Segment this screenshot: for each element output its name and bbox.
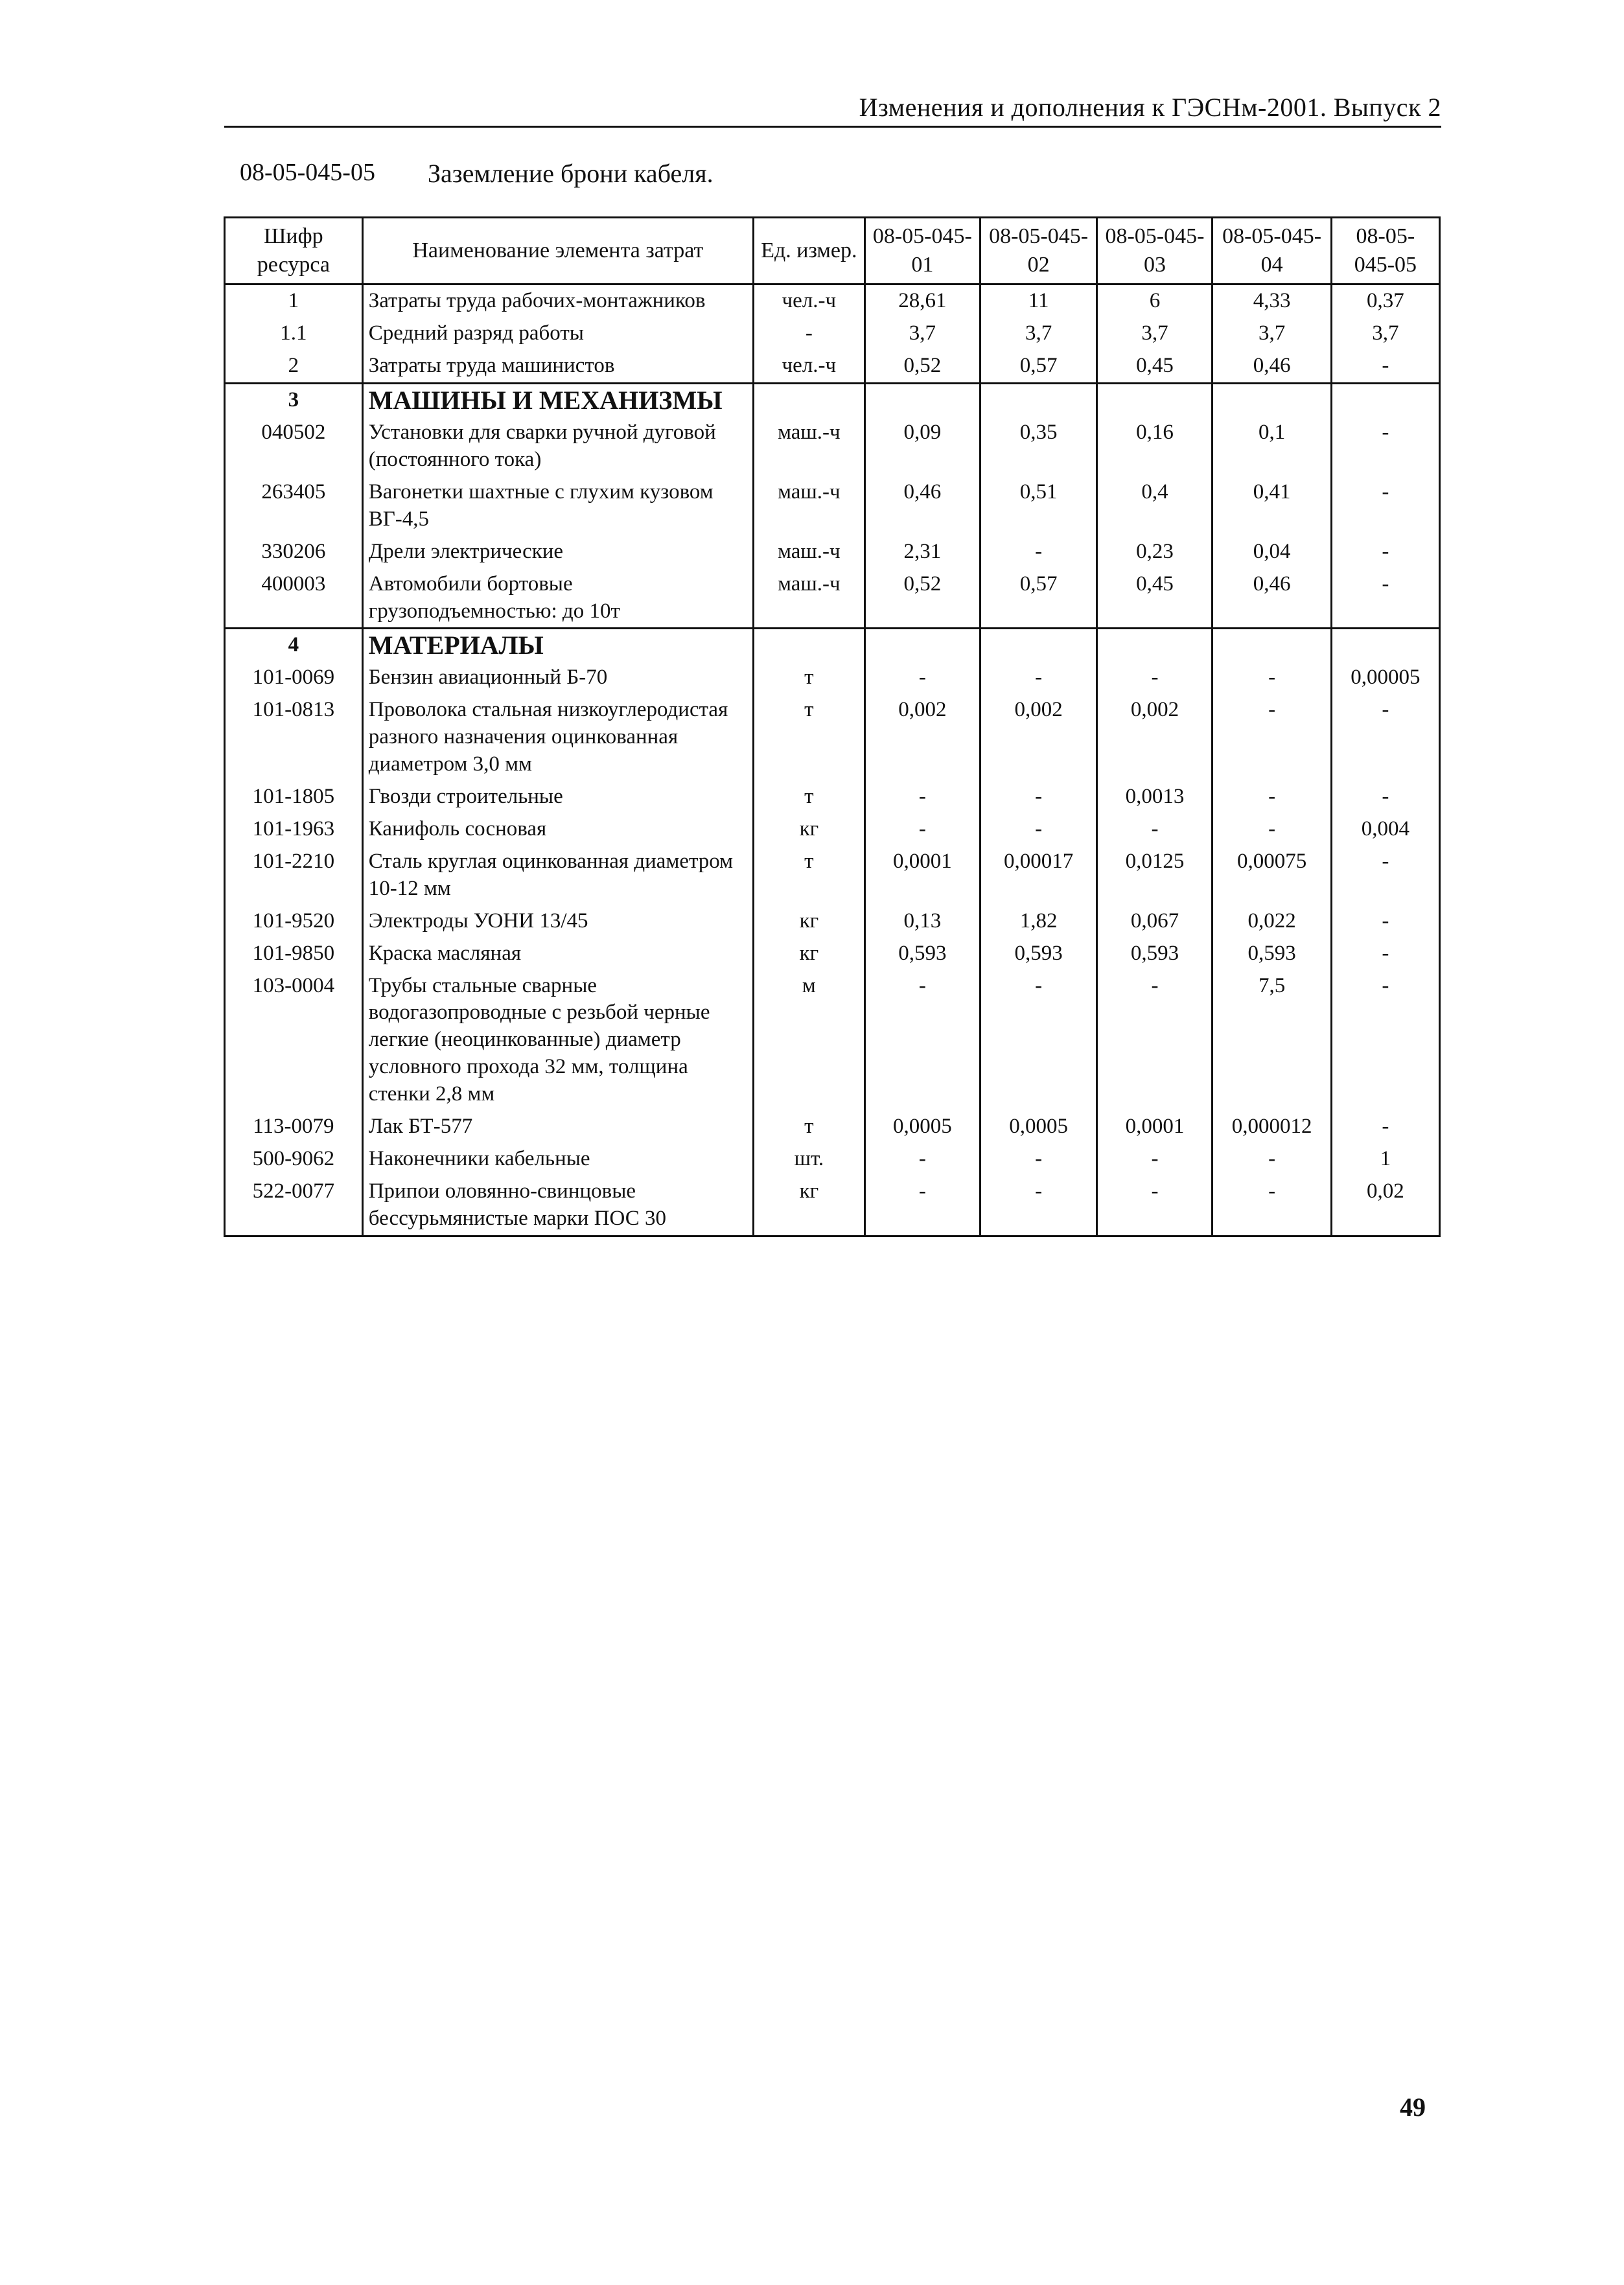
cell-value-045-05: - (1331, 1111, 1439, 1143)
cell-resource-code: 101-9520 (225, 905, 363, 938)
cell-value-045-02 (980, 629, 1097, 662)
table-row (225, 417, 1440, 476)
table-row (225, 476, 1440, 536)
cell-value-045-04: - (1212, 694, 1331, 781)
cell-value-045-05 (1331, 384, 1439, 417)
cell-resource-code: 2 (225, 350, 363, 383)
cell-value-045-05: 3,7 (1331, 318, 1439, 350)
cell-value-045-01: 28,61 (864, 284, 980, 318)
cell-cost-element-name: Бензин авиационный Б-70 (362, 662, 753, 694)
cell-unit (753, 629, 864, 662)
cell-value-045-04: 0,46 (1212, 350, 1331, 383)
cell-cost-element-name: Затраты труда машинистов (362, 350, 753, 383)
table-row (225, 536, 1440, 568)
cell-value-045-04: 0,41 (1212, 476, 1331, 536)
cell-value-045-01: 0,0001 (864, 846, 980, 905)
cell-unit: чел.-ч (753, 284, 864, 318)
cell-unit: т (753, 1111, 864, 1143)
cell-value-045-01: 3,7 (864, 318, 980, 350)
cell-unit: м (753, 970, 864, 1111)
cell-unit: шт. (753, 1143, 864, 1176)
cell-value-045-04: 0,593 (1212, 938, 1331, 970)
cell-value-045-05 (1331, 629, 1439, 662)
cell-value-045-01: 0,0005 (864, 1111, 980, 1143)
table-header-row (225, 218, 1440, 284)
column-header-unit: Ед. измер. (753, 218, 864, 284)
cell-value-045-01 (864, 384, 980, 417)
cell-resource-code: 1 (225, 284, 363, 318)
cell-value-045-04: 0,46 (1212, 568, 1331, 629)
cell-unit: кг (753, 813, 864, 846)
page-number: 49 (1400, 2093, 1426, 2122)
cell-value-045-01: - (864, 781, 980, 813)
table-row (225, 318, 1440, 350)
table-row (225, 1111, 1440, 1143)
table-category-row (225, 629, 1440, 662)
cell-value-045-04: 3,7 (1212, 318, 1331, 350)
cell-value-045-01: 0,46 (864, 476, 980, 536)
cell-value-045-05: - (1331, 536, 1439, 568)
cell-value-045-05: - (1331, 417, 1439, 476)
cell-resource-code: 040502 (225, 417, 363, 476)
cell-value-045-04: 0,000012 (1212, 1111, 1331, 1143)
cell-resource-code: 522-0077 (225, 1176, 363, 1236)
cell-value-045-01 (864, 629, 980, 662)
table-category-row (225, 384, 1440, 417)
table-row (225, 813, 1440, 846)
cell-value-045-04: 0,04 (1212, 536, 1331, 568)
cell-value-045-05: - (1331, 694, 1439, 781)
cell-value-045-03 (1097, 629, 1212, 662)
cell-unit: т (753, 662, 864, 694)
cell-value-045-01: 0,593 (864, 938, 980, 970)
cell-value-045-02: 0,57 (980, 568, 1097, 629)
cell-cost-element-name: Трубы стальные сварные водогазопроводные с резьбой черные легкие (неоцинкованные) диаметр условного прохода 32 мм, толщина стенки 2,8 мм (362, 970, 753, 1111)
cell-value-045-02: 0,35 (980, 417, 1097, 476)
section-code: 08-05-045-05 (240, 159, 375, 186)
cell-cost-element-name: Наконечники кабельные (362, 1143, 753, 1176)
cell-cost-element-name: Дрели электрические (362, 536, 753, 568)
cell-value-045-02: - (980, 662, 1097, 694)
cell-value-045-03 (1097, 384, 1212, 417)
document-header-title: Изменения и дополнения к ГЭСНм-2001. Выпуск 2 (859, 93, 1441, 122)
cell-value-045-03: 0,0013 (1097, 781, 1212, 813)
table-row (225, 568, 1440, 629)
table-row (225, 781, 1440, 813)
cell-resource-code: 3 (225, 384, 363, 417)
cell-value-045-02: 0,51 (980, 476, 1097, 536)
cell-cost-element-name: МАТЕРИАЛЫ (362, 629, 753, 662)
cell-value-045-05: - (1331, 568, 1439, 629)
table-row (225, 846, 1440, 905)
table-row (225, 905, 1440, 938)
cell-resource-code: 101-1963 (225, 813, 363, 846)
cell-unit: маш.-ч (753, 417, 864, 476)
cell-value-045-05: 0,02 (1331, 1176, 1439, 1236)
cell-value-045-04: 0,022 (1212, 905, 1331, 938)
cell-value-045-05: - (1331, 938, 1439, 970)
column-header-045-05: 08-05-045-05 (1331, 218, 1439, 284)
cell-cost-element-name: Автомобили бортовые грузоподъемностью: до 10т (362, 568, 753, 629)
cell-value-045-05: - (1331, 476, 1439, 536)
cell-resource-code: 1.1 (225, 318, 363, 350)
cell-value-045-03: 3,7 (1097, 318, 1212, 350)
cell-unit: маш.-ч (753, 568, 864, 629)
cell-cost-element-name: Вагонетки шахтные с глухим кузовом ВГ-4,5 (362, 476, 753, 536)
cell-value-045-05: - (1331, 350, 1439, 383)
cell-value-045-01: 0,09 (864, 417, 980, 476)
cell-value-045-04: - (1212, 1176, 1331, 1236)
cell-value-045-05: 0,004 (1331, 813, 1439, 846)
cell-value-045-03: 0,0001 (1097, 1111, 1212, 1143)
cell-value-045-03: 0,067 (1097, 905, 1212, 938)
cell-value-045-05: - (1331, 846, 1439, 905)
cell-value-045-04: 0,1 (1212, 417, 1331, 476)
cell-cost-element-name: Установки для сварки ручной дуговой (постоянного тока) (362, 417, 753, 476)
cell-cost-element-name: Канифоль сосновая (362, 813, 753, 846)
cell-resource-code: 400003 (225, 568, 363, 629)
table-row (225, 938, 1440, 970)
cell-resource-code: 101-0813 (225, 694, 363, 781)
cell-unit: т (753, 694, 864, 781)
cell-value-045-04: - (1212, 781, 1331, 813)
cell-value-045-01: - (864, 970, 980, 1111)
cell-cost-element-name: Сталь круглая оцинкованная диаметром 10-12 мм (362, 846, 753, 905)
cell-value-045-03: 0,593 (1097, 938, 1212, 970)
cell-unit: кг (753, 938, 864, 970)
cell-resource-code: 101-2210 (225, 846, 363, 905)
cell-value-045-02: - (980, 813, 1097, 846)
table-row (225, 970, 1440, 1111)
cell-value-045-01: 2,31 (864, 536, 980, 568)
cell-value-045-03: 0,45 (1097, 350, 1212, 383)
cell-value-045-03: 0,4 (1097, 476, 1212, 536)
cell-resource-code: 330206 (225, 536, 363, 568)
table-body (225, 284, 1440, 1236)
cell-value-045-03: - (1097, 1143, 1212, 1176)
cell-cost-element-name: Лак БТ-577 (362, 1111, 753, 1143)
cell-cost-element-name: Проволока стальная низкоуглеродистая разного назначения оцинкованная диаметром 3,0 мм (362, 694, 753, 781)
cell-value-045-03: - (1097, 813, 1212, 846)
cell-value-045-02 (980, 384, 1097, 417)
table-row (225, 694, 1440, 781)
cell-value-045-04: 7,5 (1212, 970, 1331, 1111)
table-row (225, 662, 1440, 694)
cell-resource-code: 103-0004 (225, 970, 363, 1111)
cell-unit: т (753, 846, 864, 905)
cell-value-045-04: 0,00075 (1212, 846, 1331, 905)
cell-resource-code: 101-1805 (225, 781, 363, 813)
table-row (225, 284, 1440, 318)
cell-cost-element-name: Гвозди строительные (362, 781, 753, 813)
cell-value-045-03: - (1097, 970, 1212, 1111)
table-row (225, 1176, 1440, 1236)
cell-unit: кг (753, 905, 864, 938)
cell-value-045-03: 0,002 (1097, 694, 1212, 781)
cell-value-045-02: 0,002 (980, 694, 1097, 781)
cell-value-045-03: 0,45 (1097, 568, 1212, 629)
cell-value-045-02: - (980, 536, 1097, 568)
cell-resource-code: 263405 (225, 476, 363, 536)
column-header-045-03: 08-05-045-03 (1097, 218, 1212, 284)
cell-value-045-02: 0,0005 (980, 1111, 1097, 1143)
cell-value-045-02: - (980, 1176, 1097, 1236)
cell-value-045-04: 4,33 (1212, 284, 1331, 318)
cell-value-045-04 (1212, 629, 1331, 662)
cell-resource-code: 101-0069 (225, 662, 363, 694)
cell-unit: т (753, 781, 864, 813)
cell-value-045-04: - (1212, 1143, 1331, 1176)
cell-value-045-02: 0,00017 (980, 846, 1097, 905)
cell-unit: чел.-ч (753, 350, 864, 383)
cell-value-045-01: 0,13 (864, 905, 980, 938)
cell-value-045-02: 1,82 (980, 905, 1097, 938)
cell-value-045-01: - (864, 662, 980, 694)
cell-value-045-03: 0,16 (1097, 417, 1212, 476)
cell-unit (753, 384, 864, 417)
cell-cost-element-name: Краска масляная (362, 938, 753, 970)
cell-resource-code: 4 (225, 629, 363, 662)
cell-value-045-01: - (864, 1176, 980, 1236)
table-row (225, 1143, 1440, 1176)
cell-value-045-04 (1212, 384, 1331, 417)
cell-value-045-03: 0,0125 (1097, 846, 1212, 905)
cell-cost-element-name: Припои оловянно-свинцовые бессурьмянистые марки ПОС 30 (362, 1176, 753, 1236)
cell-value-045-01: 0,002 (864, 694, 980, 781)
header-rule (224, 126, 1441, 128)
cell-cost-element-name: Средний разряд работы (362, 318, 753, 350)
cell-unit: маш.-ч (753, 536, 864, 568)
cell-value-045-02: - (980, 1143, 1097, 1176)
cell-value-045-02: 0,57 (980, 350, 1097, 383)
cell-value-045-05: 0,00005 (1331, 662, 1439, 694)
cell-cost-element-name: МАШИНЫ И МЕХАНИЗМЫ (362, 384, 753, 417)
cell-value-045-01: - (864, 1143, 980, 1176)
cell-cost-element-name: Затраты труда рабочих-монтажников (362, 284, 753, 318)
cell-value-045-01: - (864, 813, 980, 846)
resource-table (224, 216, 1441, 1237)
table-row (225, 350, 1440, 383)
cell-resource-code: 113-0079 (225, 1111, 363, 1143)
cell-value-045-05: 0,37 (1331, 284, 1439, 318)
cell-unit: - (753, 318, 864, 350)
cell-resource-code: 101-9850 (225, 938, 363, 970)
cell-cost-element-name: Электроды УОНИ 13/45 (362, 905, 753, 938)
cell-value-045-03: - (1097, 1176, 1212, 1236)
cell-resource-code: 500-9062 (225, 1143, 363, 1176)
cell-value-045-02: 11 (980, 284, 1097, 318)
cell-value-045-03: 6 (1097, 284, 1212, 318)
cell-value-045-02: 3,7 (980, 318, 1097, 350)
cell-value-045-01: 0,52 (864, 568, 980, 629)
cell-value-045-02: - (980, 970, 1097, 1111)
cell-value-045-03: - (1097, 662, 1212, 694)
cell-value-045-04: - (1212, 813, 1331, 846)
cell-value-045-01: 0,52 (864, 350, 980, 383)
column-header-name: Наименование элемента затрат (362, 218, 753, 284)
cell-value-045-05: - (1331, 905, 1439, 938)
column-header-045-04: 08-05-045-04 (1212, 218, 1331, 284)
section-title: Заземление брони кабеля. (428, 159, 713, 188)
cell-value-045-04: - (1212, 662, 1331, 694)
cell-value-045-05: - (1331, 970, 1439, 1111)
cell-value-045-03: 0,23 (1097, 536, 1212, 568)
column-header-045-01: 08-05-045-01 (864, 218, 980, 284)
column-header-045-02: 08-05-045-02 (980, 218, 1097, 284)
cell-value-045-05: - (1331, 781, 1439, 813)
cell-unit: маш.-ч (753, 476, 864, 536)
cell-unit: кг (753, 1176, 864, 1236)
cell-value-045-02: - (980, 781, 1097, 813)
cell-value-045-02: 0,593 (980, 938, 1097, 970)
column-header-code: Шифр ресурса (225, 218, 363, 284)
cell-value-045-05: 1 (1331, 1143, 1439, 1176)
